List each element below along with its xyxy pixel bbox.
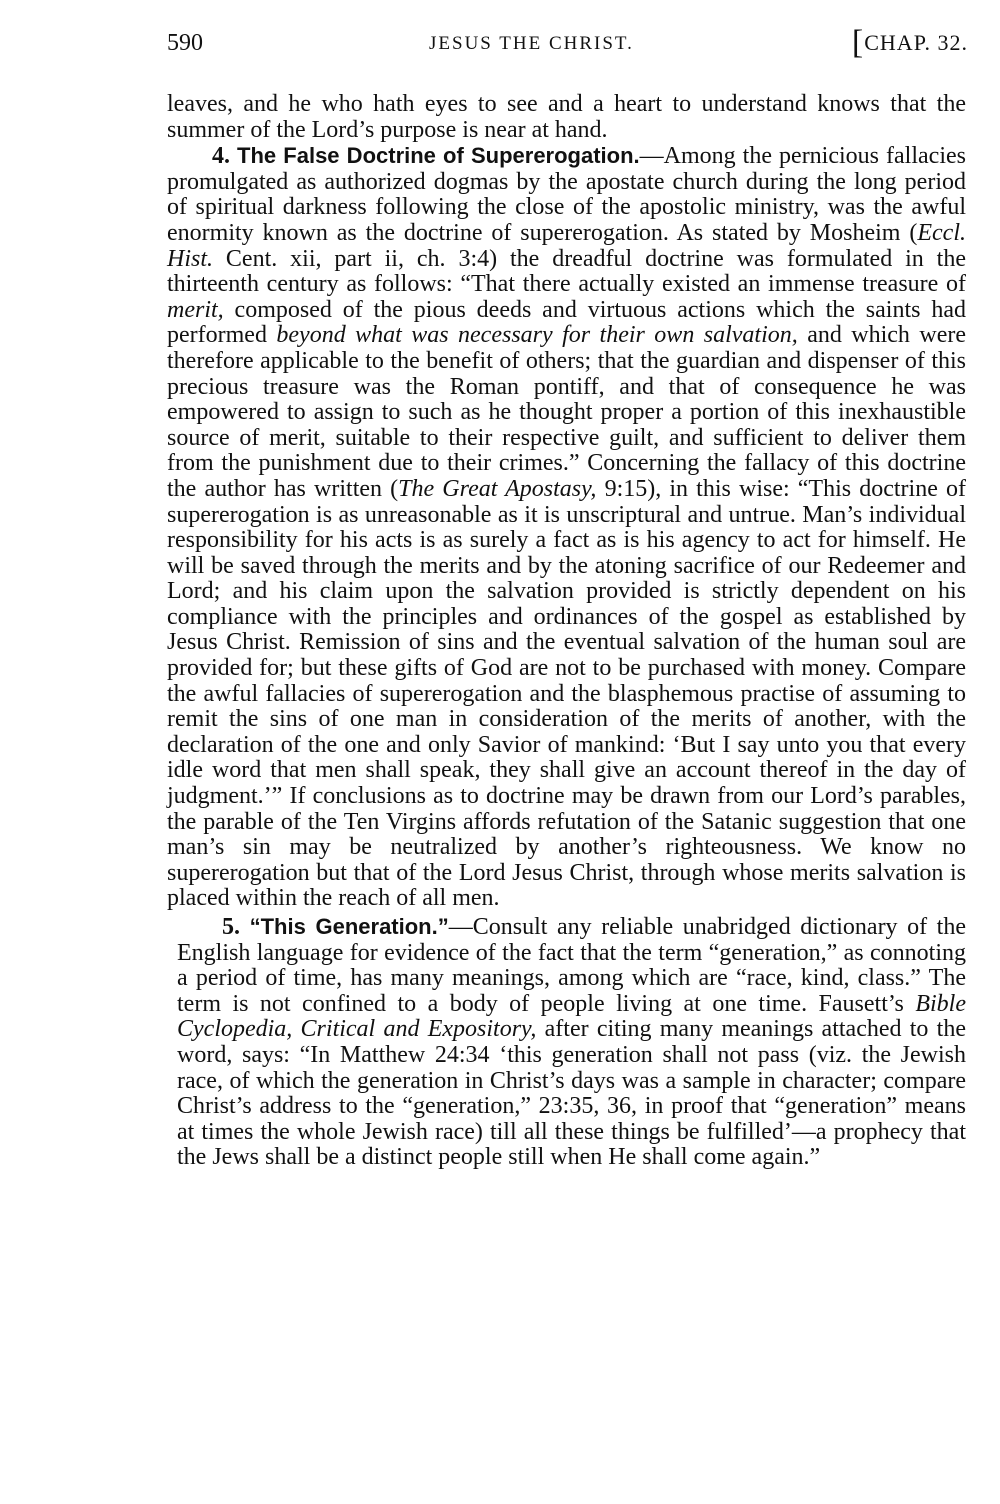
section-4-text-5: 9:15), in this wise: “This doctrine of supererogation is as unreasonable as it is unscriptural and untrue. Man’s individual responsibility for his acts is as surely a fact as is his agency to act for himself. He will be saved through the merits and by the atoning sacrifice of our Redeemer and Lord; and his claim upon the salvation provided is strictly dependent on his compliance with the principles and ordinances of the gospel as established by Jesus Christ. Remission of sins and the eventual salvation of the human soul are provided for; but these gifts of God are not to be purchased with money. Compare the awful fallacies of supererogation and the blasphemous practise of assuming to remit the sins of one man in consideration of the merits of another, with the declaration of the one and only Savior of mankind: ‘But I say unto you that every idle word that men shall speak, they shall give an account thereof in the day of judgment.’” If conclusions as to doctrine may be drawn from our Lord’s parables, the parable of the Ten Virgins affords refutation of the Satanic suggestion that one man’s sin may be neutralized by another’s righteousness. We know no supererogation but that of the Lord Jesus Christ, through whose merits salvation is placed within the reach of all men. <box>167 475 966 912</box>
section-4-text-3: composed of the pious deeds and virtuous actions which the saints had performed <box>167 296 966 349</box>
section-4-number: 4. <box>212 143 230 170</box>
section-4-citation-eccl-hist: Eccl. Hist. <box>167 219 966 272</box>
section-4-emphasis-beyond: beyond what was necessary for their own salvation, <box>276 322 798 349</box>
page-number: 590 <box>167 30 203 56</box>
running-title: JESUS THE CHRIST. <box>429 33 634 54</box>
section-5-text-1: —Consult any reliable unabridged dictionary of the English language for evidence of the fact that the term “generation,” as connoting a period of time, has many meanings, among which are “race, kind, class.” The term is not confined to a body of people living at one time. Fausett’s <box>177 914 966 1017</box>
section-5-text-2: after citing many meanings attached to the word, says: “In Matthew 24:34 ‘this generation shall not pass (viz. the Jewish race, of which the generation in Christ’s days was a sample in character; compare Christ’s address to the “generation,” 23:35, 36, in proof that “generation” means at times the whole Jewish race) till all these things be fulfilled’—a prophecy that the Jews shall be a distinct people still when He shall come again.” <box>177 1016 966 1171</box>
section-4-heading: The False Doctrine of Supererogation. <box>237 143 640 169</box>
page-body <box>167 92 966 1171</box>
section-5-paragraph <box>167 914 966 1171</box>
section-4-text-4: and which were therefore applicable to the benefit of others; that the guardian and dispenser of this precious treasure was the Roman pontiff, and that of consequence he was empowered to assign to such as he thought proper a portion of this inexhaustible source of merit, suitable to their respective guilt, and sufficient to deliver them from the punishment due to their crimes.” Concerning the fallacy of this doctrine the author has written ( <box>167 322 966 502</box>
section-5-number: 5. <box>222 914 240 940</box>
section-4-emphasis-merit: merit, <box>167 296 224 323</box>
section-4-text-2: Cent. xii, part ii, ch. 3:4) the dreadful doctrine was formulated in the thirteenth century as follows: “That there actually existed an immense treasure of <box>167 245 966 298</box>
section-5-heading: “This Generation.” <box>249 914 449 939</box>
bracket-glyph: [ <box>851 24 865 61</box>
section-4-text-1: —Among the pernicious fallacies promulgated as authorized dogmas by the apostate church during the long period of spiritual darkness following the close of the apostolic ministry, was the awful enormity known as the doctrine of supererogation. As stated by Mosheim ( <box>167 143 966 246</box>
page-header <box>167 24 968 66</box>
chapter-reference <box>851 24 968 61</box>
section-5-citation-bible-cyclopedia: Bible Cyclopedia, Critical and Expository, <box>177 990 966 1043</box>
chapter-reference-text: CHAP. 32. <box>864 30 968 55</box>
intro-text: leaves, and he who hath eyes to see and a heart to understand knows that the summer of the Lord’s purpose is near at hand. <box>167 91 966 143</box>
intro-paragraph <box>167 92 966 143</box>
section-4-paragraph <box>167 143 966 912</box>
section-4-citation-great-apostasy: The Great Apostasy, <box>398 475 597 502</box>
